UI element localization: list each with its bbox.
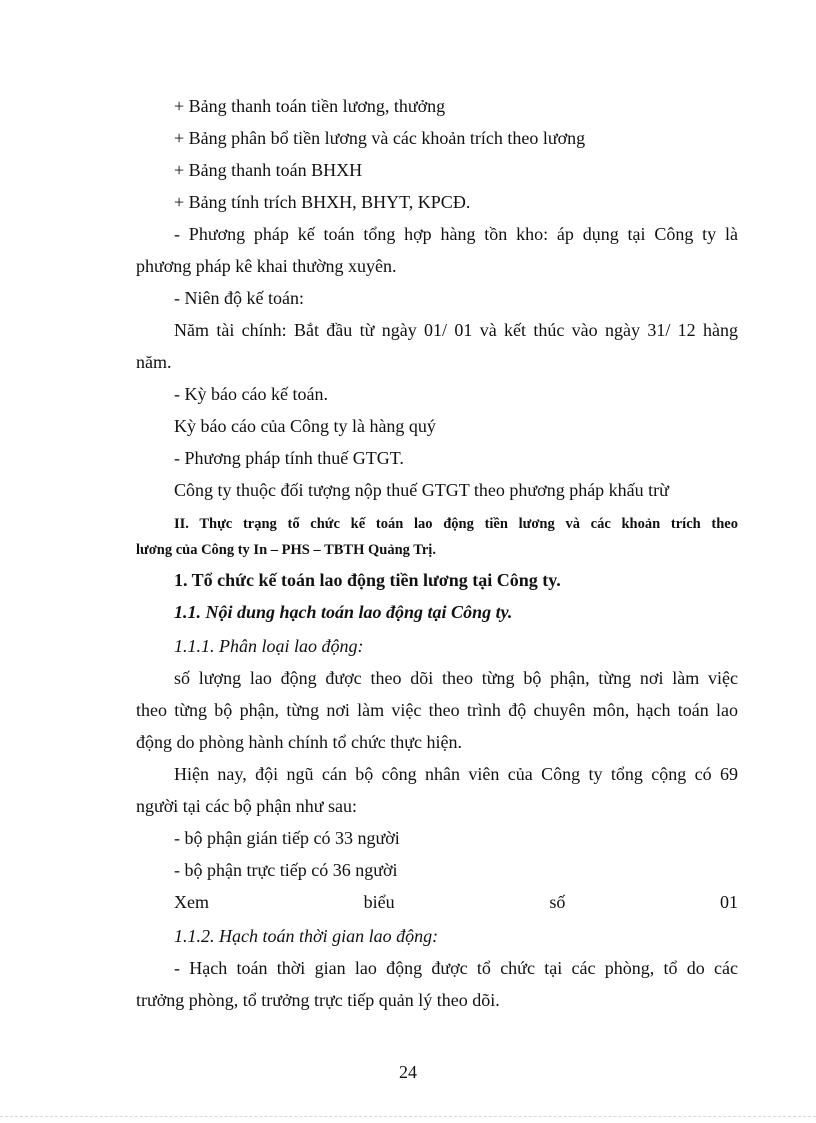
heading-1: 1. Tổ chức kế toán lao động tiền lương tại Công ty. [174, 570, 561, 590]
text-line: - Kỳ báo cáo kế toán. [174, 384, 328, 404]
text-line: Năm tài chính: Bắt đầu từ ngày 01/ 01 và kết thúc vào ngày 31/ 12 hàng [174, 320, 738, 340]
heading-1-1-2: 1.1.2. Hạch toán thời gian lao động: [174, 926, 439, 946]
text-line: Công ty thuộc đối tượng nộp thuế GTGT theo phương pháp khấu trừ [174, 480, 669, 500]
heading-1-1: 1.1. Nội dung hạch toán lao động tại Công ty. [174, 602, 513, 622]
section-heading: II. Thực trạng tổ chức kế toán lao động tiền lương và các khoản trích theo [174, 516, 738, 532]
page-bottom-divider [0, 1116, 816, 1117]
text-line: - Phương pháp tính thuế GTGT. [174, 448, 404, 468]
text-line: động do phòng hành chính tổ chức thực hiện. [136, 732, 462, 752]
text-line: năm. [136, 352, 172, 372]
text-line: phương pháp kê khai thường xuyên. [136, 256, 397, 276]
text-line: Kỳ báo cáo của Công ty là hàng quý [174, 416, 436, 436]
text-line: + Bảng thanh toán tiền lương, thưởng [174, 96, 446, 116]
text-line: + Bảng phân bổ tiền lương và các khoản trích theo lương [174, 128, 586, 148]
text-line: Hiện nay, đội ngũ cán bộ công nhân viên của Công ty tổng cộng có 69 [174, 764, 738, 784]
text-line: - Hạch toán thời gian lao động được tổ chức tại các phòng, tổ do các [174, 958, 738, 978]
heading-1-1-1: 1.1.1. Phân loại lao động: [174, 636, 364, 656]
text-line: + Bảng tính trích BHXH, BHYT, KPCĐ. [174, 192, 471, 212]
text-line: + Bảng thanh toán BHXH [174, 160, 363, 180]
text-line: Xem biểu số 01 [174, 892, 738, 912]
section-heading: lương của Công ty In – PHS – TBTH Quảng Trị. [136, 542, 436, 558]
text-line: - Niên độ kế toán: [174, 288, 304, 308]
text-line: theo từng bộ phận, từng nơi làm việc theo trình độ chuyên môn, hạch toán lao [136, 700, 738, 720]
text-line: số lượng lao động được theo dõi theo từng bộ phận, từng nơi làm việc [174, 668, 738, 688]
text-line: trưởng phòng, tổ trưởng trực tiếp quản lý theo dõi. [136, 990, 500, 1010]
text-line: - bộ phận trực tiếp có 36 người [174, 860, 398, 880]
text-line: - bộ phận gián tiếp có 33 người [174, 828, 400, 848]
text-line: người tại các bộ phận như sau: [136, 796, 357, 816]
text-line: - Phương pháp kế toán tổng hợp hàng tồn kho: áp dụng tại Công ty là [174, 224, 738, 244]
page-number: 24 [399, 1062, 417, 1082]
